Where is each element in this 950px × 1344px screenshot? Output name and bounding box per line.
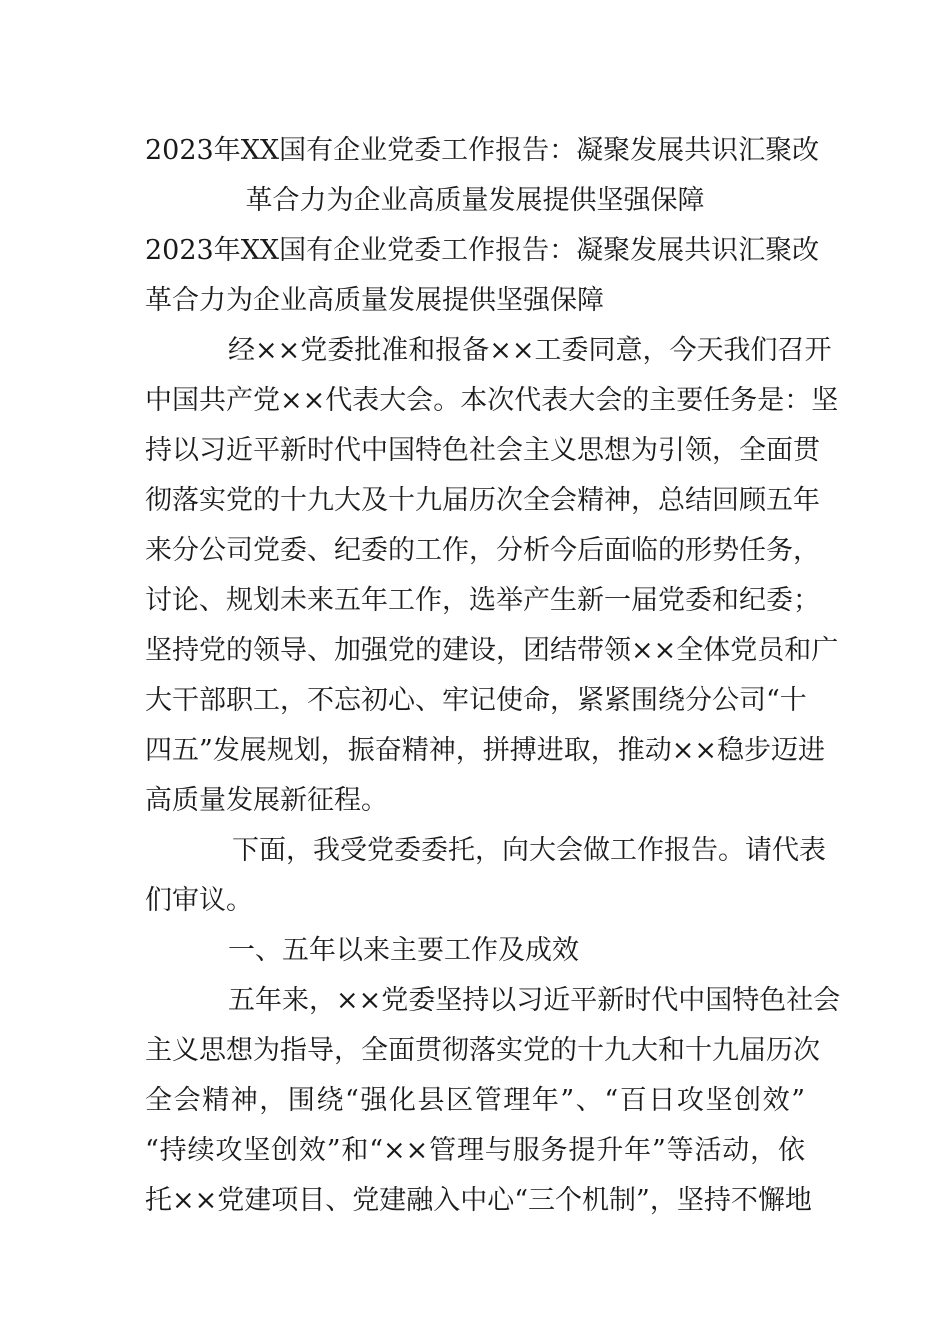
paragraph-1-line-5: 来分公司党委、纪委的工作，分析今后面临的形势任务， (145, 535, 820, 566)
paragraph-3-line-4: “持续攻坚创效”和“××管理与服务提升年”等活动，依 (145, 1135, 805, 1166)
paragraph-1-line-2: 中国共产党××代表大会。本次代表大会的主要任务是：坚 (145, 385, 839, 416)
paragraph-1-line-3: 持以习近平新时代中国特色社会主义思想为引领，全面贯 (145, 435, 820, 466)
paragraph-1-line-10: 高质量发展新征程。 (145, 785, 388, 816)
paragraph-3-line-2: 主义思想为指导，全面贯彻落实党的十九大和十九届历次 (145, 1035, 820, 1066)
paragraph-1-line-8: 大干部职工，不忘初心、牢记使命，紧紧围绕分公司“十 (145, 685, 807, 716)
paragraph-2-line-2: 们审议。 (145, 885, 253, 916)
paragraph-1-line-9: 四五”发展规划，振奋精神，拼搏进取，推动××稳步迈进 (145, 735, 826, 766)
paragraph-1-line-1: 经××党委批准和报备××工委同意，今天我们召开 (228, 335, 832, 366)
paragraph-2-line-1: 下面，我受党委委托，向大会做工作报告。请代表 (232, 835, 826, 866)
paragraph-3-line-1: 五年来，××党委坚持以习近平新时代中国特色社会 (228, 985, 841, 1016)
section-1-heading: 一、五年以来主要工作及成效 (228, 935, 579, 966)
paragraph-1-line-6: 讨论、规划未来五年工作，选举产生新一届党委和纪委； (145, 585, 820, 616)
paragraph-1-line-7: 坚持党的领导、加强党的建设，团结带领××全体党员和广 (145, 635, 839, 666)
document-title-line-2: 革合力为企业高质量发展提供坚强保障 (245, 185, 705, 216)
paragraph-3-line-5: 托××党建项目、党建融入中心“三个机制”，坚持不懈地 (145, 1185, 812, 1216)
document-subtitle-line-1: 2023年XX国有企业党委工作报告：凝聚发展共识汇聚改 (145, 235, 820, 266)
document-title-line-1: 2023年XX国有企业党委工作报告：凝聚发展共识汇聚改 (145, 135, 820, 166)
paragraph-3-line-3: 全会精神，围绕“强化县区管理年”、“百日攻坚创效” (145, 1085, 805, 1116)
document-subtitle-line-2: 革合力为企业高质量发展提供坚强保障 (145, 285, 604, 316)
paragraph-1-line-4: 彻落实党的十九大及十九届历次全会精神，总结回顾五年 (145, 485, 820, 516)
